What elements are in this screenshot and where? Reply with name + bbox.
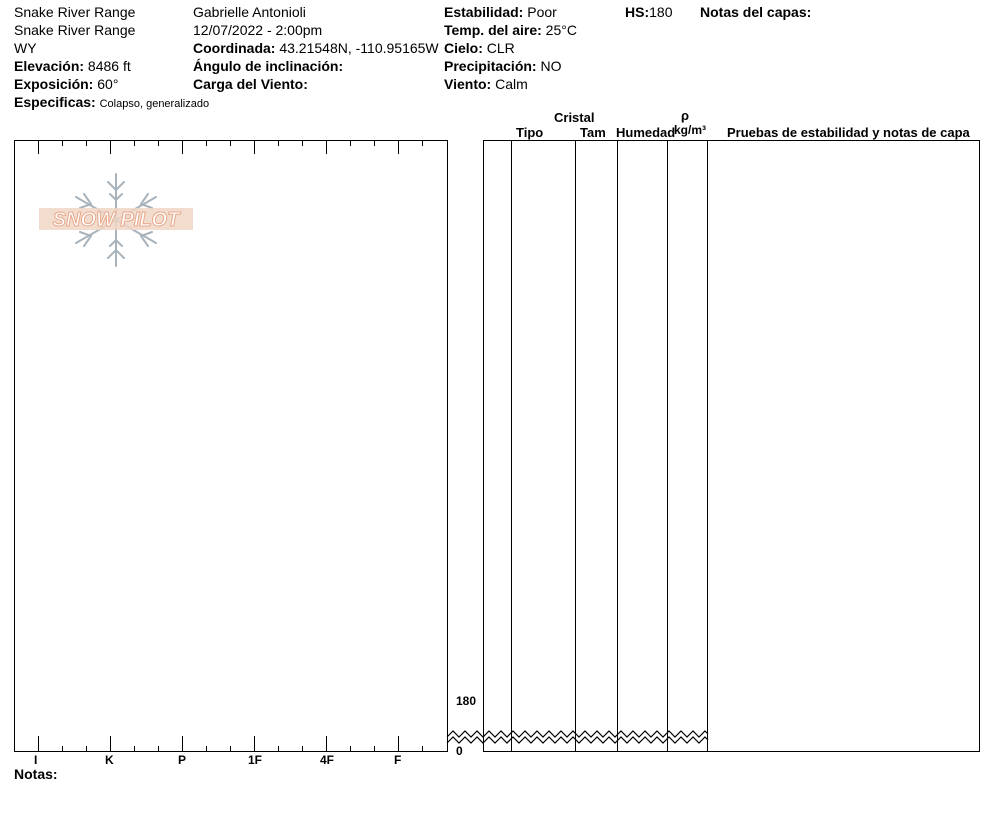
col-type-header: Tipo xyxy=(516,125,544,140)
notes-label: Notas: xyxy=(14,766,58,782)
observer-name: Gabrielle Antonioli xyxy=(193,4,306,20)
top-tick-minor xyxy=(206,140,207,146)
coordinate-value: 43.21548N, -110.95165W xyxy=(279,40,439,56)
bottom-tick-minor xyxy=(230,746,231,752)
precip-value: NO xyxy=(540,58,562,74)
hardness-label-i: I xyxy=(34,753,38,767)
top-tick-minor xyxy=(302,140,303,146)
precipitation xyxy=(444,58,561,74)
col-density-unit-header: kg/m³ xyxy=(674,123,707,137)
top-tick-major xyxy=(254,140,255,154)
bottom-tick-minor xyxy=(86,746,87,752)
depth-top-label: 180 xyxy=(456,694,477,708)
hs-value: 180 xyxy=(649,4,673,20)
top-tick-minor xyxy=(278,140,279,146)
top-tick-minor xyxy=(230,140,231,146)
coordinate-label: Coordinada: xyxy=(193,40,276,56)
sky-value: CLR xyxy=(486,40,515,56)
elevation-label: Elevación: xyxy=(14,58,85,74)
bottom-tick-major xyxy=(38,736,39,752)
layer-table-box xyxy=(483,140,980,752)
stability-value: Poor xyxy=(527,4,557,20)
air-temp-value: 25°C xyxy=(545,22,577,38)
col-moisture-header: Humedad xyxy=(616,125,676,140)
exposure xyxy=(14,76,118,92)
top-tick-major xyxy=(38,140,39,154)
top-tick-major xyxy=(326,140,327,154)
state: WY xyxy=(14,40,37,56)
top-tick-minor xyxy=(62,140,63,146)
hardness-label-p: P xyxy=(178,753,187,767)
specifics-label: Especificas: xyxy=(14,94,96,110)
range-name-2: Snake River Range xyxy=(14,22,136,38)
bottom-tick-minor xyxy=(206,746,207,752)
snowpilot-logo-text: SNOW PILOT xyxy=(52,209,180,231)
specifics xyxy=(14,94,209,110)
top-tick-major xyxy=(182,140,183,154)
top-tick-major xyxy=(110,140,111,154)
bottom-tick-major xyxy=(254,736,255,752)
bottom-tick-major xyxy=(398,736,399,752)
air-temp xyxy=(444,22,577,38)
top-tick-minor xyxy=(374,140,375,146)
sky-label: Cielo: xyxy=(444,40,483,56)
bottom-tick-minor xyxy=(422,746,423,752)
precip-label: Precipitación: xyxy=(444,58,537,74)
observation-datetime: 12/07/2022 - 2:00pm xyxy=(193,22,323,38)
wind xyxy=(444,76,528,92)
snow-height xyxy=(625,4,672,20)
top-tick-minor xyxy=(134,140,135,146)
stability-label: Estabilidad: xyxy=(444,4,524,20)
col-divider xyxy=(617,140,618,752)
snowpilot-logo xyxy=(36,170,196,270)
top-tick-minor xyxy=(86,140,87,146)
wind-load xyxy=(193,76,308,92)
wind-value: Calm xyxy=(495,76,528,92)
wind-label: Viento: xyxy=(444,76,492,92)
top-tick-minor xyxy=(158,140,159,146)
hardness-label-f: F xyxy=(394,753,402,767)
specifics-value: Colapso, generalizado xyxy=(99,98,210,110)
col-divider xyxy=(575,140,576,752)
hardness-label-k: K xyxy=(105,753,114,767)
bottom-tick-major xyxy=(110,736,111,752)
exposure-value: 60° xyxy=(97,76,119,92)
col-divider xyxy=(511,140,512,752)
col-crystal-header: Cristal xyxy=(554,110,595,125)
exposure-label: Exposición: xyxy=(14,76,94,92)
elevation xyxy=(14,58,131,74)
wind-load-label: Carga del Viento: xyxy=(193,76,308,92)
range-name-1: Snake River Range xyxy=(14,4,136,20)
col-divider xyxy=(707,140,708,752)
bottom-tick-minor xyxy=(302,746,303,752)
top-tick-minor xyxy=(350,140,351,146)
bottom-tick-major xyxy=(326,736,327,752)
bottom-tick-major xyxy=(182,736,183,752)
elevation-value: 8486 ft xyxy=(87,58,131,74)
hs-label: HS: xyxy=(625,4,650,20)
slope-angle xyxy=(193,58,343,74)
bottom-tick-minor xyxy=(278,746,279,752)
stability xyxy=(444,4,557,20)
top-tick-minor xyxy=(422,140,423,146)
bottom-tick-minor xyxy=(374,746,375,752)
col-tests-header: Pruebas de estabilidad y notas de capa xyxy=(727,125,970,140)
hardness-label-1f: 1F xyxy=(248,753,263,767)
hardness-label-4f: 4F xyxy=(320,753,335,767)
top-tick-major xyxy=(398,140,399,154)
bottom-tick-minor xyxy=(134,746,135,752)
bottom-tick-minor xyxy=(158,746,159,752)
col-rho-header: ρ xyxy=(681,108,690,123)
slope-angle-label: Ángulo de inclinación: xyxy=(193,58,344,74)
col-size-header: Tam xyxy=(580,125,606,140)
bottom-tick-minor xyxy=(350,746,351,752)
coordinate xyxy=(193,40,439,56)
layer-notes-label: Notas del capas: xyxy=(700,4,812,20)
air-temp-label: Temp. del aire: xyxy=(444,22,542,38)
depth-break-zigzag xyxy=(447,726,709,748)
sky xyxy=(444,40,515,56)
bottom-tick-minor xyxy=(62,746,63,752)
col-divider xyxy=(667,140,668,752)
depth-bottom-label: 0 xyxy=(456,744,463,758)
